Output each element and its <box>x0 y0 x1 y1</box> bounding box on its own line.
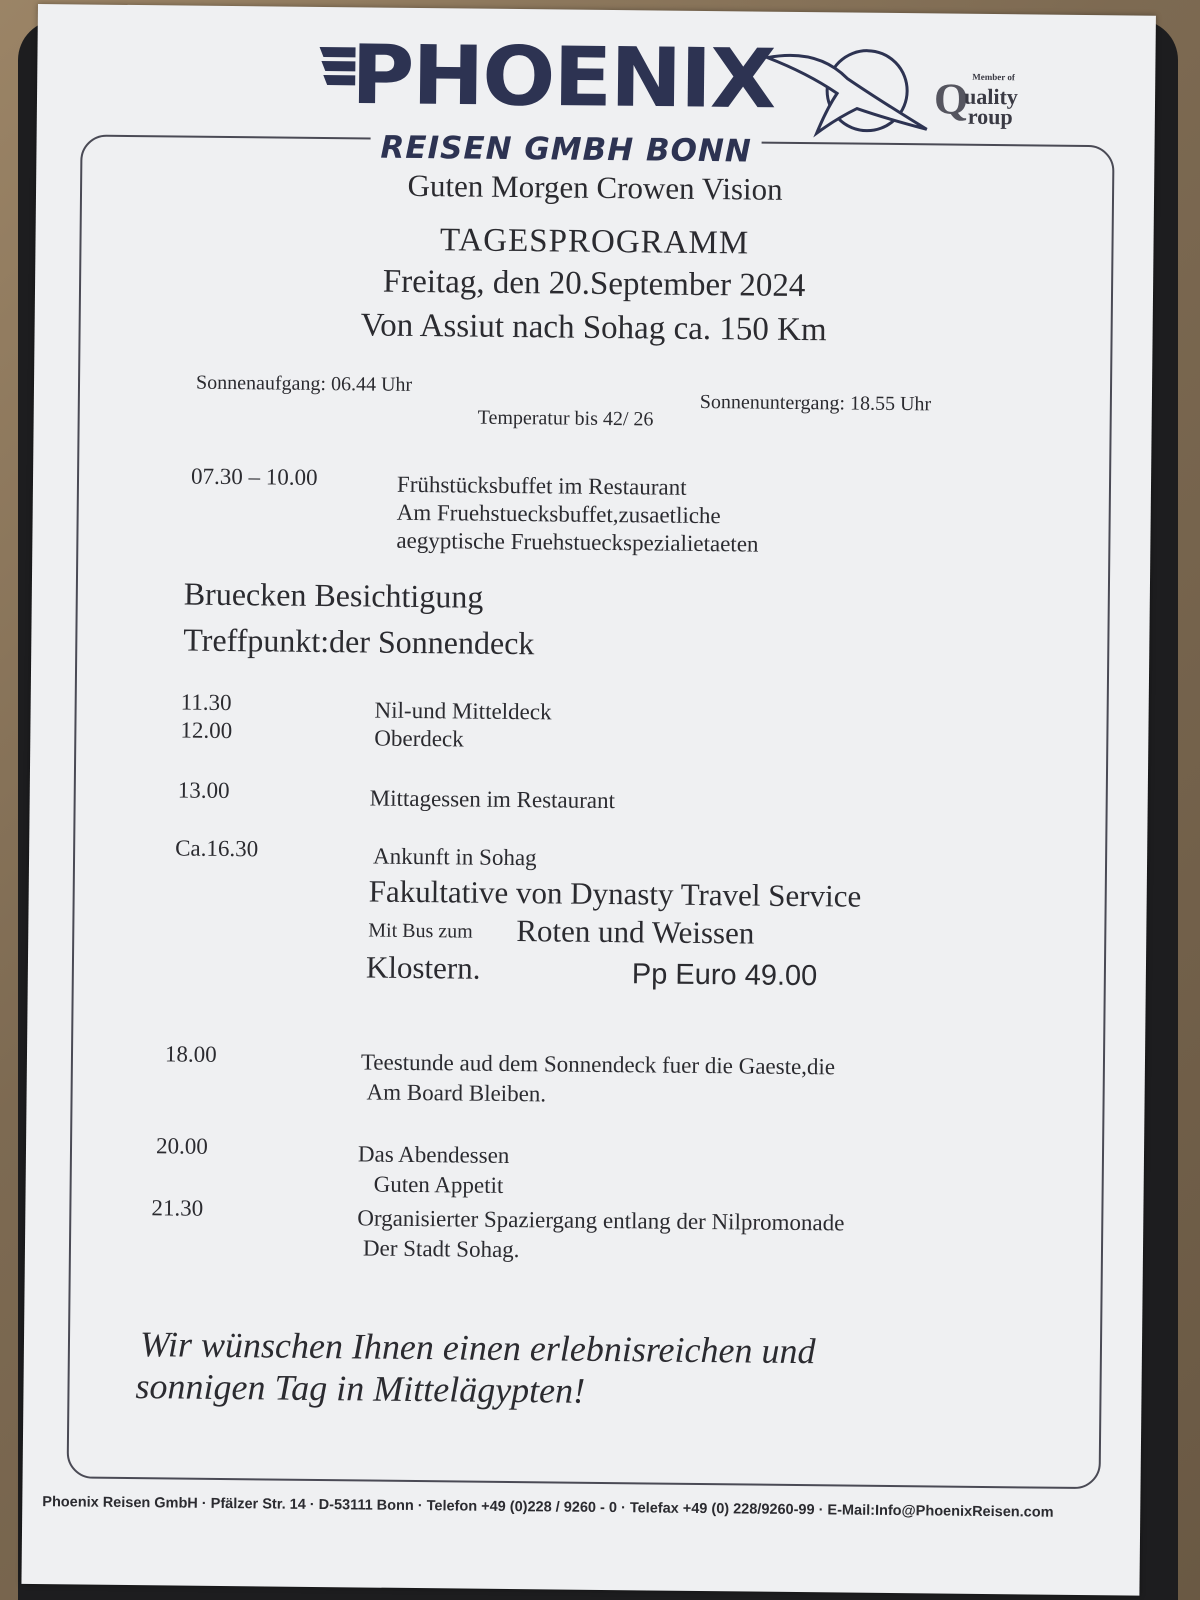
arrival-desc: Ankunft in Sohag <box>372 843 537 871</box>
bridge-desc2: Oberdeck <box>374 725 464 752</box>
walk-time: 21.30 <box>151 1195 204 1221</box>
excursion-provider: Fakultative von Dynasty Travel Service <box>368 873 862 914</box>
lunch-time: 13.00 <box>177 777 230 804</box>
breakfast-time: 07.30 – 10.00 <box>190 463 318 490</box>
excursion-monasteries: Klostern. <box>365 949 481 986</box>
bridge-heading: Bruecken Besichtigung <box>183 575 484 615</box>
tea-line2: Am Board Bleiben. <box>366 1079 547 1107</box>
sunset-time: Sonnenuntergang: 18.55 Uhr <box>699 390 932 416</box>
bridge-time2: 12.00 <box>180 717 233 744</box>
breakfast-line3: aegyptische Fruehstueckspezialietaeten <box>396 527 759 557</box>
dinner-time: 20.00 <box>155 1133 208 1159</box>
closing-line1: Wir wünschen Ihnen einen erlebnisreichen und <box>139 1324 816 1372</box>
page-title: TAGESPROGRAMM <box>439 222 750 262</box>
quality-line1: uality <box>963 83 1019 110</box>
closing-line2: sonnigen Tag in Mittelägypten! <box>135 1366 586 1411</box>
arrival-time: Ca.16.30 <box>175 835 259 862</box>
lunch-desc: Mittagessen im Restaurant <box>369 785 616 814</box>
bridge-meeting-point: Treffpunkt:der Sonnendeck <box>183 621 535 662</box>
sunrise-time: Sonnenaufgang: 06.44 Uhr <box>195 371 413 396</box>
program-date: Freitag, den 20.September 2024 <box>382 263 806 305</box>
tea-line1: Teestunde aud dem Sonnendeck fuer die Gaeste,die <box>360 1049 836 1080</box>
excursion-bus: Mit Bus zum <box>368 919 473 943</box>
breakfast-line2: Am Fruehstuecksbuffet,zusaetliche <box>396 499 721 529</box>
dinner-line2: Guten Appetit <box>373 1171 504 1198</box>
greeting: Guten Morgen Crowen Vision <box>407 167 783 207</box>
bridge-desc1: Nil-und Mitteldeck <box>374 697 552 725</box>
company-footer: Phoenix Reisen GmbH · Pfälzer Str. 14 · D-53111 Bonn · Telefon +49 (0)228 / 9260 - 0 · Telefax +49 (0) 228/9260-99 · E-Mail:Info@PhoenixReisen.com <box>42 1494 1054 1521</box>
dinner-line1: Das Abendessen <box>357 1141 510 1168</box>
quality-member-text: Member of <box>972 71 1015 83</box>
route: Von Assiut nach Sohag ca. 150 Km <box>360 307 827 349</box>
phoenix-bird-icon <box>757 38 938 150</box>
breakfast-line1: Frühstücksbuffet im Restaurant <box>396 471 687 500</box>
phoenix-logo <box>316 25 938 181</box>
excursion-price: Pp Euro 49.00 <box>631 958 818 993</box>
bridge-time1: 11.30 <box>180 689 232 716</box>
temperature: Temperatur bis 42/ 26 <box>477 406 654 431</box>
logo-tagline: REISEN GMBH BONN <box>370 129 762 169</box>
quality-q-icon: Q <box>933 74 969 124</box>
quality-group-badge <box>932 69 1043 130</box>
quality-line2: roup <box>967 103 1013 130</box>
tea-time: 18.00 <box>164 1041 217 1067</box>
program-sheet <box>21 4 1155 1596</box>
walk-line1: Organisierter Spaziergang entlang der Nilpromonade <box>357 1205 845 1236</box>
walk-line2: Der Stadt Sohag. <box>362 1235 520 1263</box>
logo-wordmark: PHOENIX <box>350 27 775 128</box>
excursion-destination: Roten und Weissen <box>516 913 755 951</box>
